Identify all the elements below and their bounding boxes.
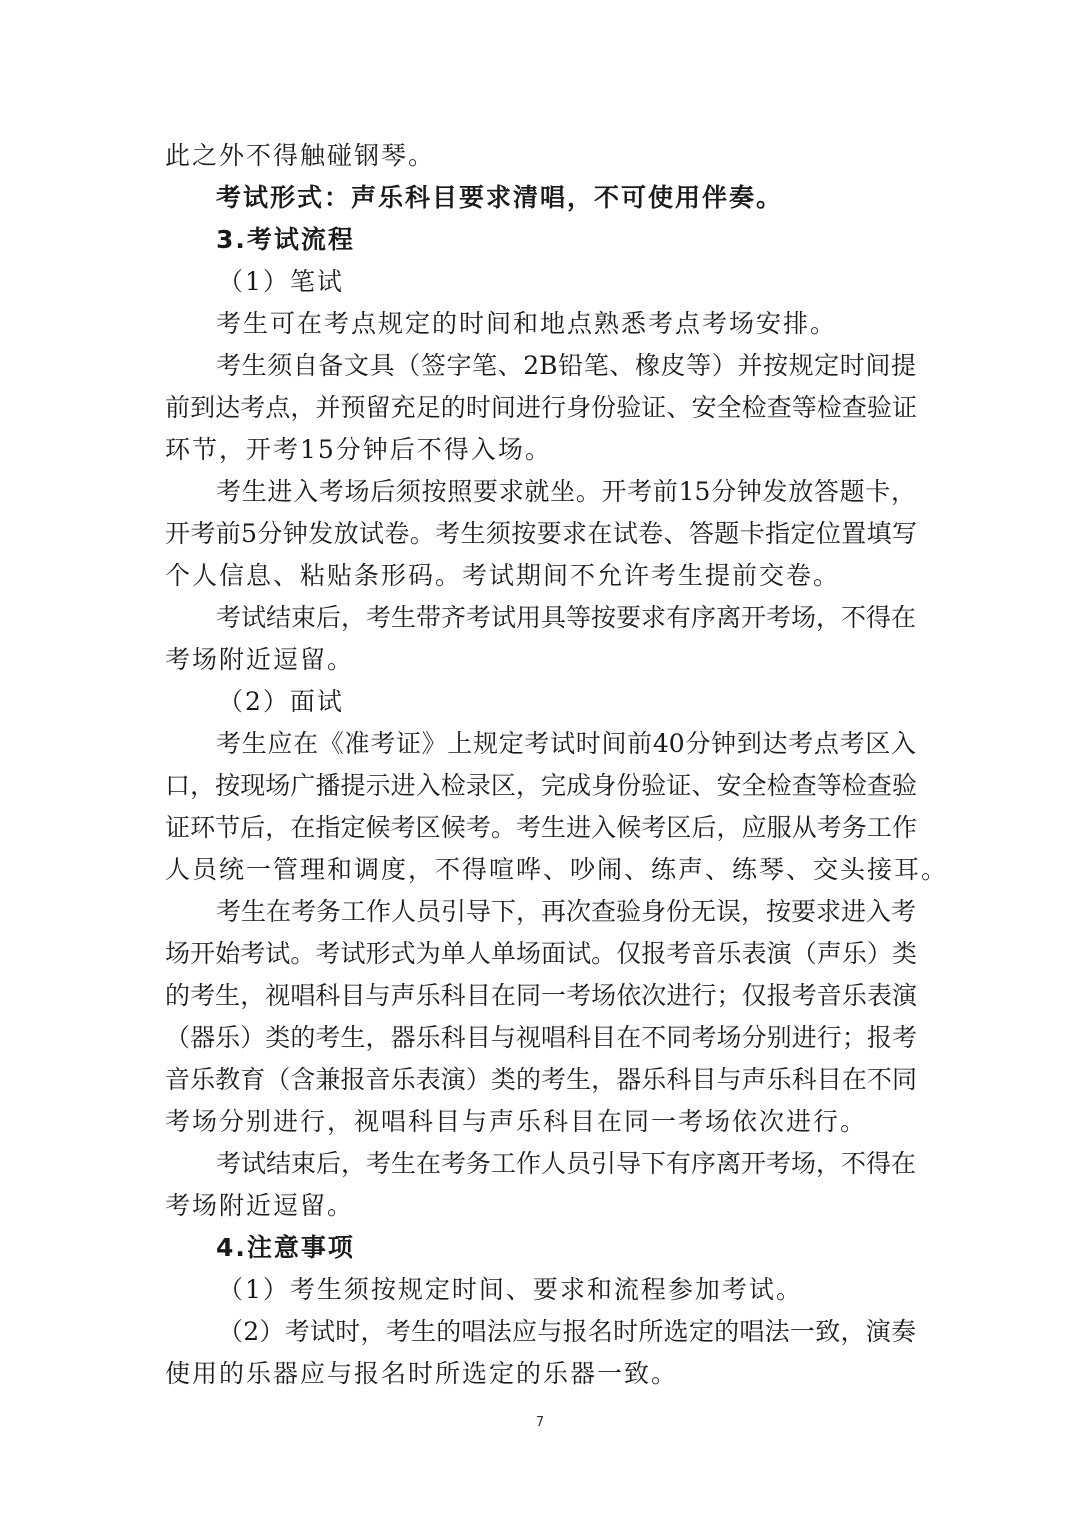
exam-format-note: 考试形式：声乐科目要求清唱，不可使用伴奏。 — [216, 183, 784, 212]
text-line: 考场附近逗留。 — [165, 1191, 355, 1220]
text-line: 的考生，视唱科目与声乐科目在同一考场依次进行；仅报考音乐表演 — [165, 981, 917, 1010]
text-line: 音乐教育（含兼报音乐表演）类的考生，器乐科目与声乐科目在不同 — [165, 1065, 917, 1094]
text-line: 证环节后，在指定候考区候考。考生进入候考区后，应服从考务工作 — [165, 813, 917, 842]
text-line: 考生在考务工作人员引导下，再次查验身份无误，按要求进入考 — [216, 897, 917, 926]
page-number: 7 — [535, 1415, 545, 1430]
text-line: 场开始考试。考试形式为单人单场面试。仅报考音乐表演（声乐）类 — [165, 939, 917, 968]
text-line: 考生进入考场后须按照要求就坐。开考前15分钟发放答题卡， — [216, 477, 916, 506]
text-line: 考场分别进行，视唱科目与声乐科目在同一考场依次进行。 — [165, 1107, 868, 1136]
text-line: 口，按现场广播提示进入检录区，完成身份验证、安全检查等检查验 — [165, 771, 917, 800]
text-line: 开考前5分钟发放试卷。考生须按要求在试卷、答题卡指定位置填写 — [165, 519, 917, 548]
text-line: 考场附近逗留。 — [165, 645, 355, 674]
text-line: 前到达考点，并预留充足的时间进行身份验证、安全检查等检查验证 — [165, 393, 917, 422]
text-line: 考试结束后，考生在考务工作人员引导下有序离开考场，不得在 — [216, 1149, 917, 1178]
text-line: （器乐）类的考生，器乐科目与视唱科目在不同考场分别进行；报考 — [165, 1023, 917, 1052]
subsection-heading-interview: （2）面试 — [218, 687, 344, 716]
text-line: 个人信息、粘贴条形码。考试期间不允许考生提前交卷。 — [165, 561, 841, 590]
text-line: 使用的乐器应与报名时所选定的乐器一致。 — [165, 1359, 679, 1388]
section-heading-exam-process: 3.考试流程 — [216, 225, 355, 254]
text-line: 考生应在《准考证》上规定考试时间前40分钟到达考点考区入 — [216, 729, 916, 758]
text-line: 考生须自备文具（签字笔、2B铅笔、橡皮等）并按规定时间提 — [216, 351, 916, 380]
text-line: （2）考试时，考生的唱法应与报名时所选定的唱法一致，演奏 — [218, 1317, 916, 1346]
text-line: 环节，开考15分钟后不得入场。 — [165, 435, 552, 464]
text-line: 此之外不得触碰钢琴。 — [165, 141, 436, 170]
text-line: 考试结束后，考生带齐考试用具等按要求有序离开考场，不得在 — [216, 603, 917, 632]
section-heading-notes: 4.注意事项 — [216, 1233, 355, 1262]
text-line: 人员统一管理和调度，不得喧哗、吵闹、练声、练琴、交头接耳。 — [165, 855, 949, 884]
text-line: 考生可在考点规定的时间和地点熟悉考点考场安排。 — [216, 309, 838, 338]
subsection-heading-written-exam: （1）笔试 — [218, 267, 344, 296]
text-line: （1）考生须按规定时间、要求和流程参加考试。 — [218, 1275, 803, 1304]
